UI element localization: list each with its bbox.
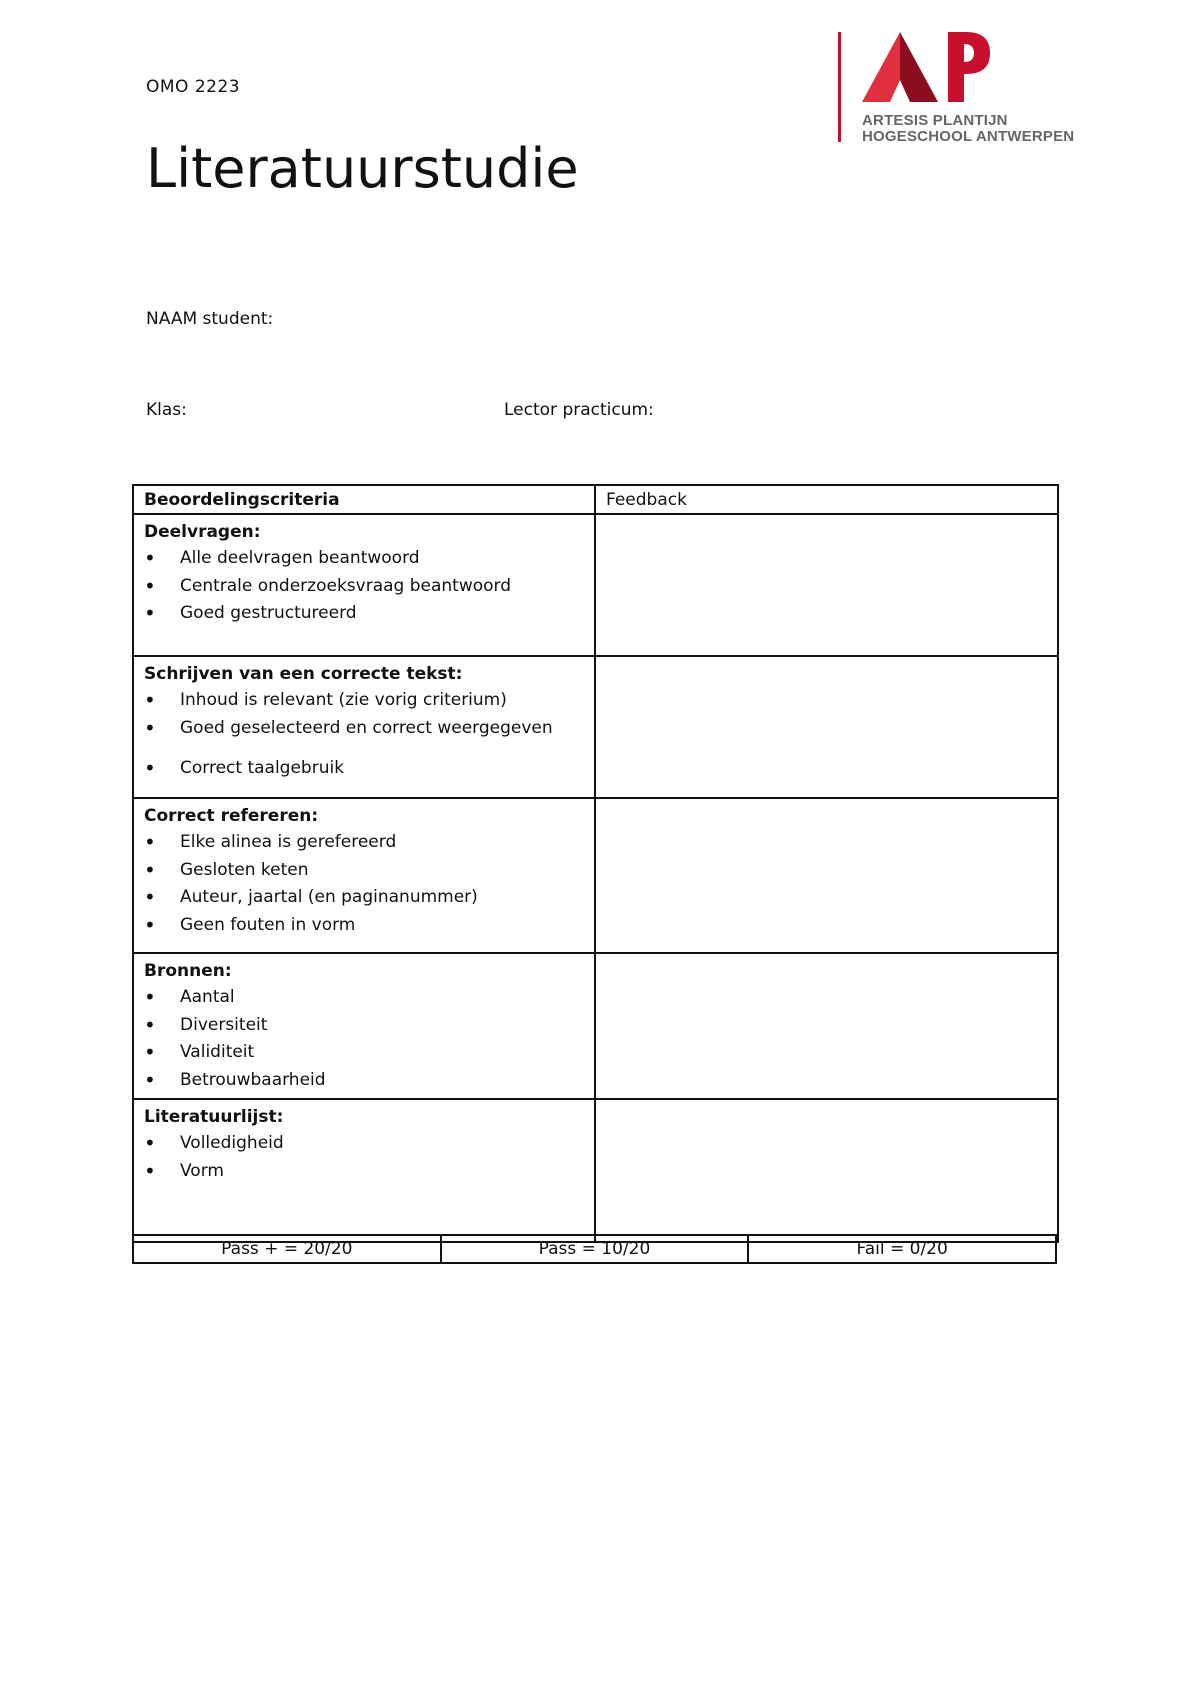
feedback-cell[interactable] — [595, 953, 1058, 1099]
criterion-list — [144, 1130, 584, 1185]
criterion-list — [144, 829, 584, 939]
logo-text-line1: ARTESIS PLANTIJN — [862, 112, 1008, 129]
criterion-title: Correct refereren: — [144, 806, 319, 826]
ap-logo-mark — [862, 30, 992, 102]
criterion-item: • Inhoud is relevant (zie vorig criterium) — [144, 687, 584, 715]
feedback-cell[interactable] — [595, 514, 1058, 656]
criterion-item: • Elke alinea is gerefereerd — [144, 829, 584, 857]
feedback-cell[interactable] — [595, 1099, 1058, 1242]
criterion-item: • Betrouwbaarheid — [144, 1067, 584, 1095]
feedback-header: Feedback — [595, 485, 1058, 514]
criterion-item: • Volledigheid — [144, 1130, 584, 1158]
score-fail: Fail = 0/20 — [748, 1235, 1056, 1263]
criteria-header: Beoordelingscriteria — [133, 485, 595, 514]
score-pass-plus: Pass + = 20/20 — [133, 1235, 441, 1263]
course-code: OMO 2223 — [146, 77, 241, 97]
rubric-row — [133, 953, 1058, 1099]
feedback-cell[interactable] — [595, 798, 1058, 953]
criterion-title: Deelvragen: — [144, 522, 261, 542]
criterion-item: • Auteur, jaartal (en paginanummer) — [144, 884, 584, 912]
criterion-list — [144, 984, 584, 1094]
rubric-row — [133, 798, 1058, 953]
criterion-item: • Goed gestructureerd — [144, 600, 584, 628]
rubric-row — [133, 656, 1058, 798]
feedback-cell[interactable] — [595, 656, 1058, 798]
student-name-label: NAAM student: — [146, 309, 274, 329]
logo-accent-bar — [838, 32, 841, 142]
criterion-item: • Aantal — [144, 984, 584, 1012]
score-table — [132, 1234, 1057, 1264]
score-row — [133, 1235, 1056, 1263]
lecturer-label: Lector practicum: — [504, 400, 654, 420]
criterion-title: Bronnen: — [144, 961, 232, 981]
criterion-item: • Vorm — [144, 1158, 584, 1186]
criterion-item: • Alle deelvragen beantwoord — [144, 545, 584, 573]
criterion-item: • Correct taalgebruik — [144, 755, 584, 783]
criterion-item: • Validiteit — [144, 1039, 584, 1067]
criteria-cell — [133, 514, 595, 656]
logo-text-line2: HOGESCHOOL ANTWERPEN — [862, 128, 1075, 145]
criterion-title: Schrijven van een correcte tekst: — [144, 664, 463, 684]
class-label: Klas: — [146, 400, 187, 420]
criteria-cell — [133, 656, 595, 798]
criterion-list — [144, 545, 584, 628]
rubric-header-row — [133, 485, 1058, 514]
rubric-table — [132, 484, 1059, 1243]
criterion-item: • Diversiteit — [144, 1012, 584, 1040]
criterion-list — [144, 687, 584, 783]
score-pass: Pass = 10/20 — [441, 1235, 749, 1263]
rubric-row — [133, 514, 1058, 656]
rubric-row — [133, 1099, 1058, 1242]
document-title: Literatuurstudie — [146, 137, 579, 200]
criteria-cell — [133, 953, 595, 1099]
criteria-cell — [133, 798, 595, 953]
criteria-cell — [133, 1099, 595, 1242]
criterion-item: • Centrale onderzoeksvraag beantwoord — [144, 573, 584, 601]
criterion-title: Literatuurlijst: — [144, 1107, 284, 1127]
criterion-item: • Goed geselecteerd en correct weergegeven — [144, 715, 584, 743]
criterion-item: • Gesloten keten — [144, 857, 584, 885]
criterion-item: • Geen fouten in vorm — [144, 912, 584, 940]
ap-logo — [838, 30, 1088, 150]
